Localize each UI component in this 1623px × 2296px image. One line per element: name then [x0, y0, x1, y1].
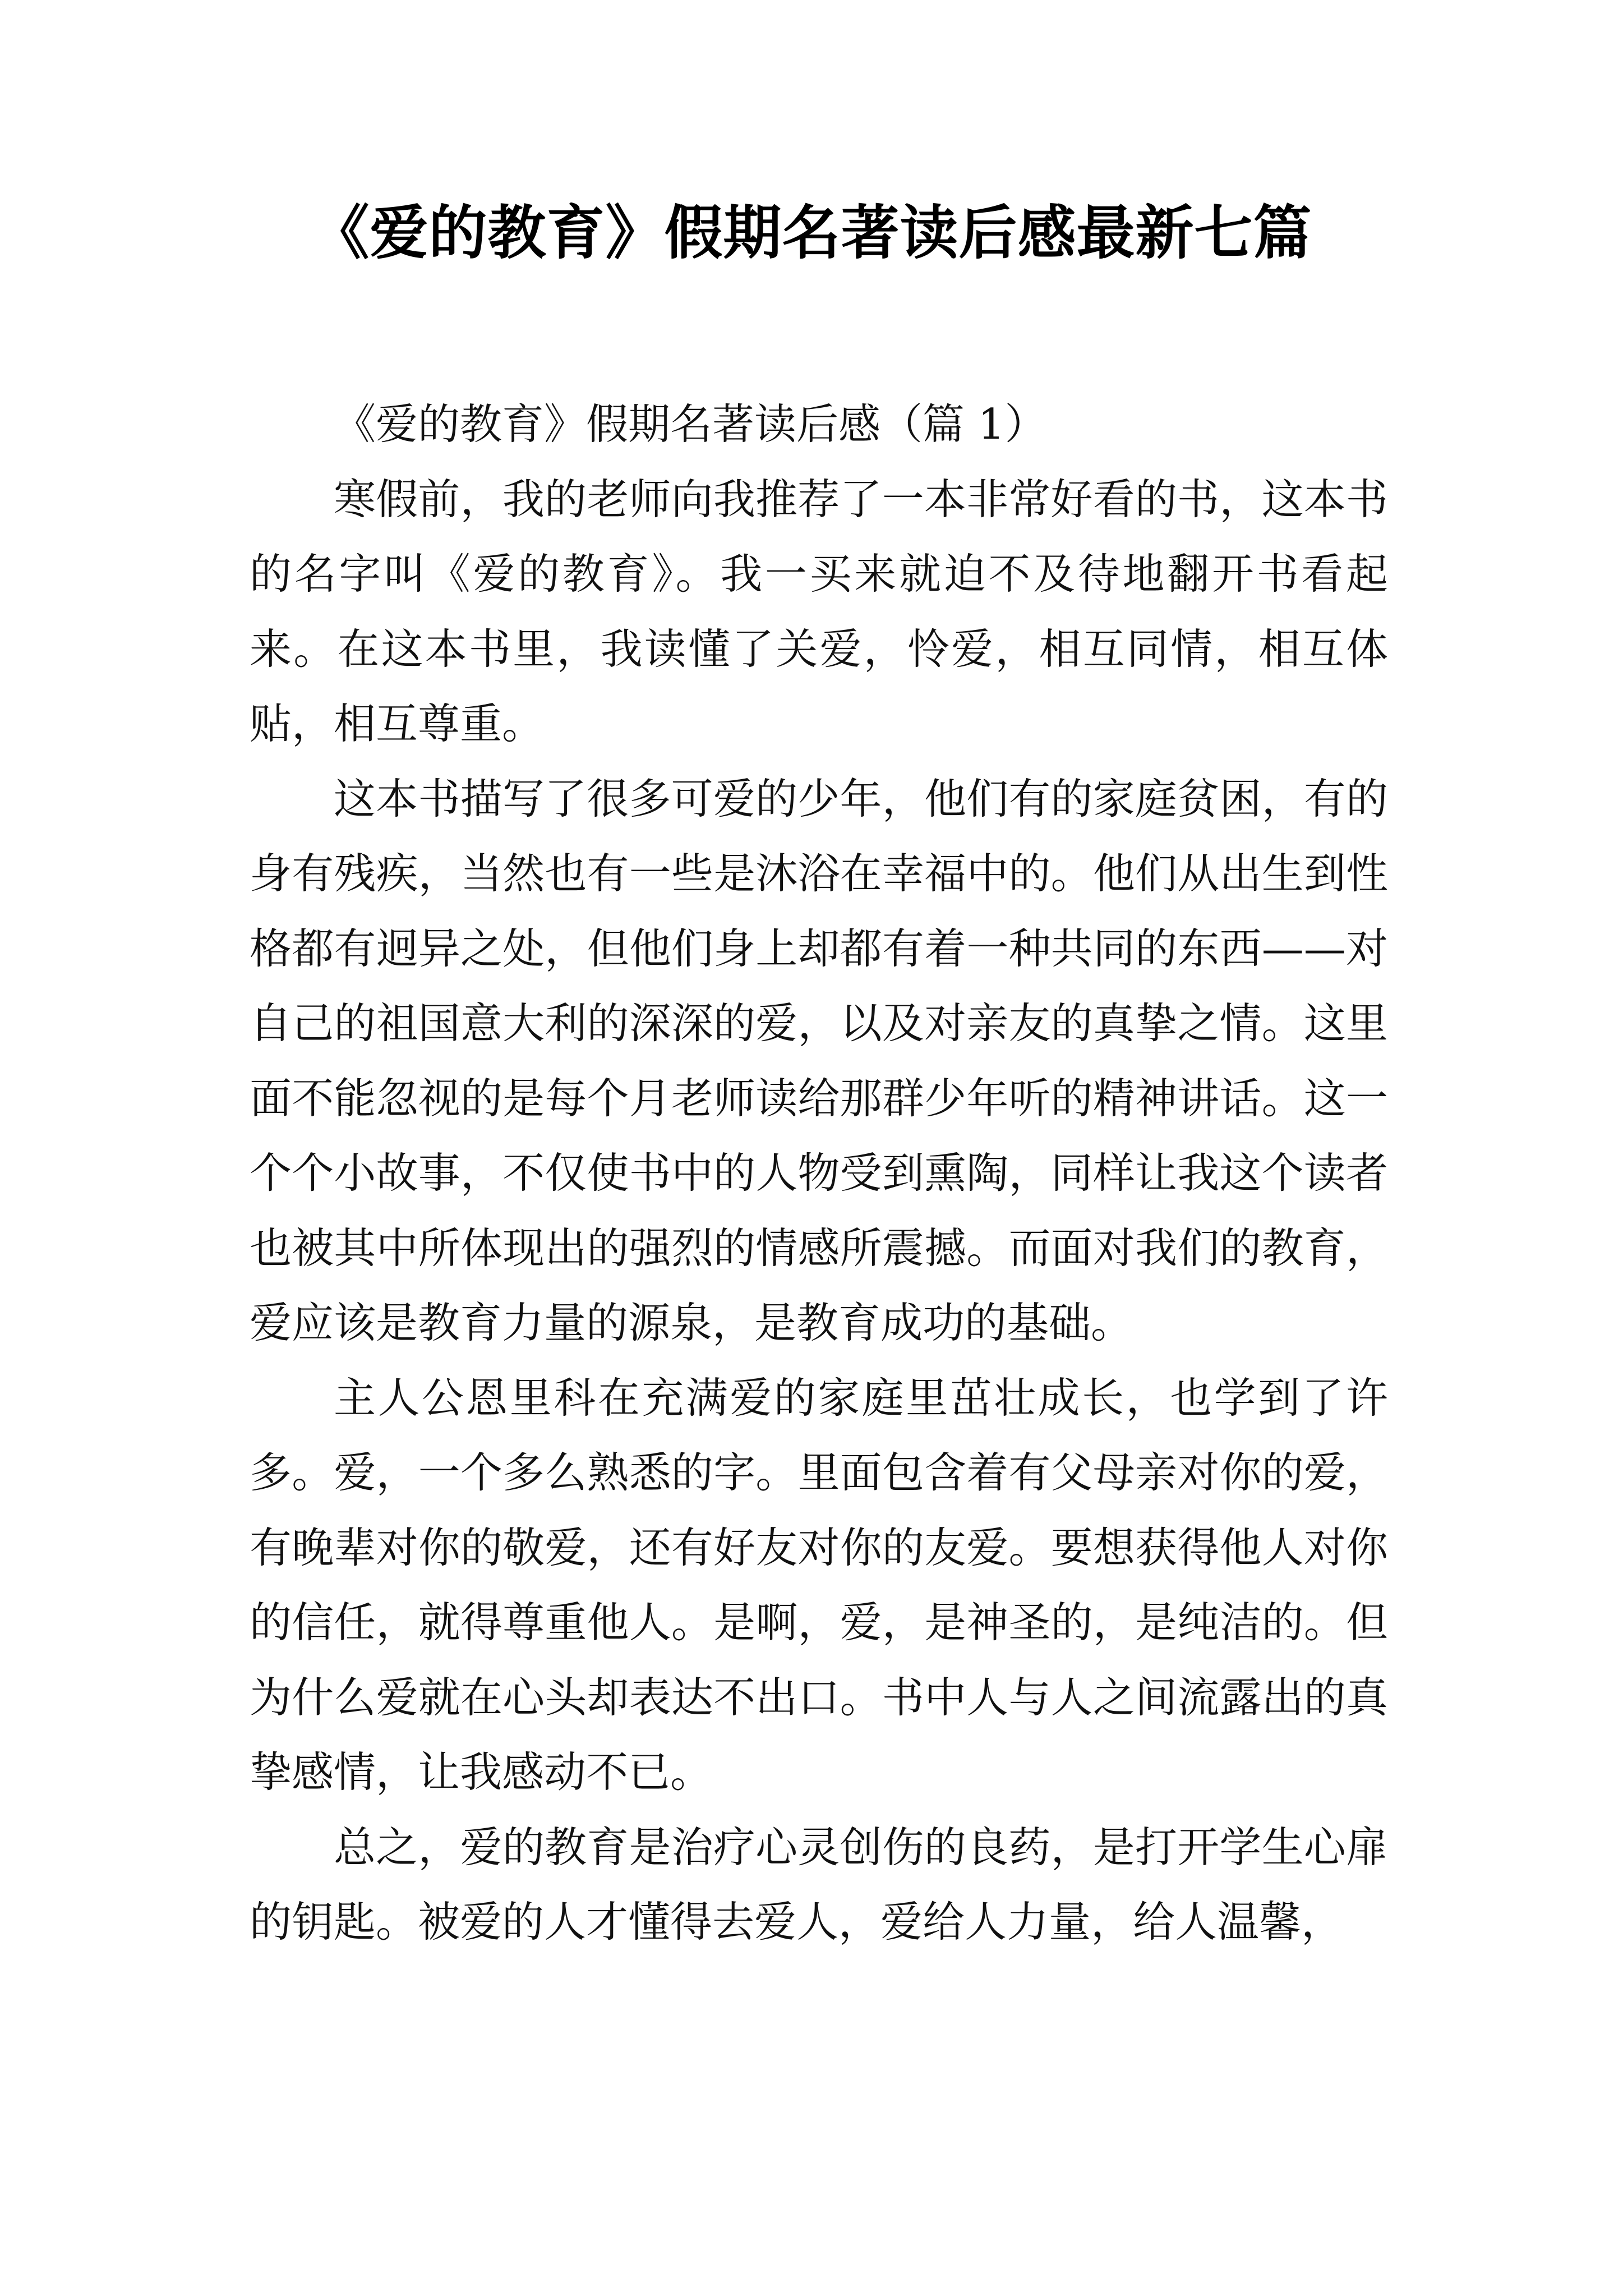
section-heading: 《爱的教育》假期名著读后感（篇 1） [334, 399, 1047, 449]
document-body [250, 387, 1388, 1960]
document-title: 《爱的教育》假期名著读后感最新七篇 [311, 198, 1312, 267]
paragraph: 主人公恩里科在充满爱的家庭里茁壮成长，也学到了许多。爱，一个多么熟悉的字。里面包含着有父母亲对你的爱，有晚辈对你的敬爱，还有好友对你的友爱。要想获得他人对你的信任，就得尊重他人。是啊，爱，是神圣的，是纯洁的。但为什么爱就在心头却表达不出口。书中人与人之间流露出的真挚感情，让我感动不已。 [250, 1373, 1388, 1797]
paragraph: 寒假前，我的老师向我推荐了一本非常好看的书，这本书的名字叫《爱的教育》。我一买来就迫不及待地翻开书看起来。在这本书里，我读懂了关爱，怜爱，相互同情，相互体贴，相互尊重。 [250, 474, 1388, 748]
paragraph: 这本书描写了很多可爱的少年，他们有的家庭贫困，有的身有残疾，当然也有一些是沐浴在幸福中的。他们从出生到性格都有迥异之处，但他们身上却都有着一种共同的东西——对自己的祖国意大利的深深的爱，以及对亲友的真挚之情。这里面不能忽视的是每个月老师读给那群少年听的精神讲话。这一个个小故事，不仅使书中的人物受到熏陶，同样让我这个读者也被其中所体现出的强烈的情感所震撼。而面对我们的教育，爱应该是教育力量的源泉，是教育成功的基础。 [250, 774, 1388, 1347]
paragraph: 总之，爱的教育是治疗心灵创伤的良药，是打开学生心扉的钥匙。被爱的人才懂得去爱人，爱给人力量，给人温馨， [250, 1822, 1388, 1947]
